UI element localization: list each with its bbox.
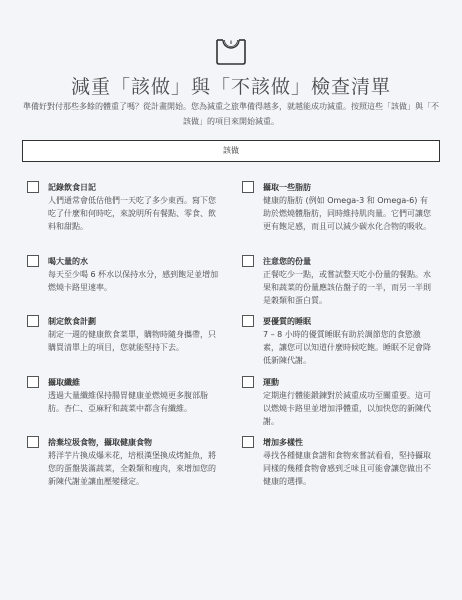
checkbox[interactable] bbox=[242, 376, 254, 388]
checklist-item-description: 每天至少喝 6 杯水以保持水分，感到飽足並增加燃燒卡路里速率。 bbox=[48, 270, 219, 292]
checklist-item-title: 喝大量的水 bbox=[48, 257, 88, 266]
checklist-item-description: 透過大量纖維保持腸胃健康並燃燒更多腹部脂肪。杏仁、亞麻籽和蔬菜中都含有纖維。 bbox=[48, 391, 208, 413]
checklist-item-title: 攝取纖維 bbox=[48, 378, 80, 387]
checkbox[interactable] bbox=[242, 315, 254, 327]
checkbox[interactable] bbox=[27, 255, 39, 267]
checkbox[interactable] bbox=[242, 255, 254, 267]
checklist-item-title: 記錄飲食日記 bbox=[48, 183, 96, 192]
page-title: 減重「該做」與「不該做」檢查清單 bbox=[70, 76, 391, 98]
checklist-item-title: 要優質的睡眠 bbox=[263, 317, 311, 326]
checklist-item-title: 制定飲食計劃 bbox=[48, 317, 96, 326]
checkbox[interactable] bbox=[242, 181, 254, 193]
checklist-item-description: 健康的脂肪 (例如 Omega-3 和 Omega-6) 有助於燃燒體脂肪，同時維持肌肉量。它們可讓您更有飽足感，而且可以減少碳水化合物的吸收。 bbox=[263, 196, 431, 231]
checklist-item-title: 增加多樣性 bbox=[263, 438, 303, 447]
checklist-item-description: 定期進行體能鍛鍊對於減重成功至關重要。這可以燃燒卡路里並增加淨體重，以加快您的新陳代謝。 bbox=[263, 391, 431, 426]
checklist-item-description: 尋找各種健康食譜和食物來嘗試看看，堅持攝取同樣的幾種食物會感到乏味且可能會讓您做出不健康的選擇。 bbox=[263, 451, 431, 486]
checkbox[interactable] bbox=[27, 315, 39, 327]
checklist-item-description: 制定一週的健康飲食菜單，購物時隨身攜帶，只購買清單上的項目，您就能堅持下去。 bbox=[48, 330, 216, 352]
checkbox[interactable] bbox=[27, 436, 39, 448]
checklist-item-description: 將洋芋片換成爆米花，培根漢堡換成烤鮭魚，將您的蛋盤裝滿蔬菜，全穀類和瘦肉，來增加您的新陳代謝並讓血壓變穩定。 bbox=[48, 451, 216, 486]
checklist-item-description: 正餐吃少一點，或嘗試整天吃小份量的餐點。水果和蔬菜的份量應該佔盤子的一半，而另一半則是穀類和蛋白質。 bbox=[263, 270, 431, 305]
checklist-item-title: 運動 bbox=[263, 378, 279, 387]
checklist-item-title: 攝取一些脂肪 bbox=[263, 183, 311, 192]
checklist-item-title: 注意您的份量 bbox=[263, 257, 311, 266]
checkbox[interactable] bbox=[27, 181, 39, 193]
checklist-item-description: 人們通常會低估他們一天吃了多少東西。寫下您吃了什麼和何時吃，來說明所有餐點、零食、飲料和甜點。 bbox=[48, 196, 216, 231]
checkbox[interactable] bbox=[27, 376, 39, 388]
section-header-dos: 該做 bbox=[22, 140, 440, 162]
checklist-item-title: 捨棄垃圾食物，攝取健康食物 bbox=[48, 438, 152, 447]
scale-icon bbox=[214, 36, 248, 66]
checklist-item-description: 7 – 8 小時的優質睡眠有助於調節您的食慾激素，讓您可以知道什麼時候吃飽。睡眠不足會降低新陳代謝。 bbox=[263, 330, 431, 365]
checkbox[interactable] bbox=[242, 436, 254, 448]
intro-text: 準備好對付那些多餘的體重了嗎？從計畫開始。您為減重之旅準備得越多，就越能成功減重。按照這些「該做」與「不該做」的項目來開始減重。 bbox=[23, 102, 439, 126]
